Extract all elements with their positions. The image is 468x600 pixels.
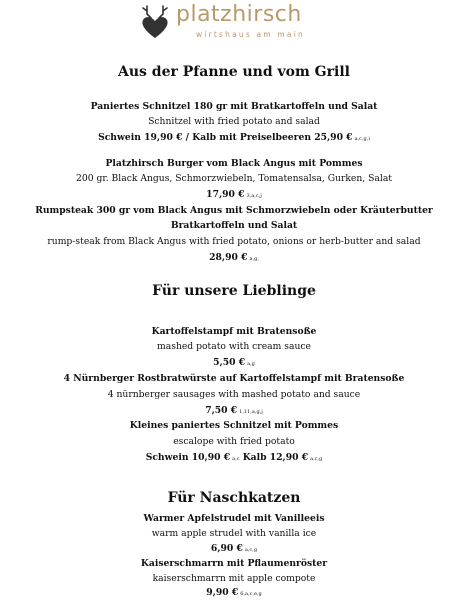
item-name: Rumpsteak 300 gr vom Black Angus mit Schmorzwiebeln oder Kräuterbutter xyxy=(35,205,433,216)
item-desc: Schnitzel with fried potato and salad xyxy=(148,116,320,127)
item-price: 28,90 € xyxy=(209,252,248,263)
section-title-kids: Für unsere Lieblinge xyxy=(152,283,316,299)
item-allergens: a,g xyxy=(247,361,255,367)
item-desc: kaiserschmarrn mit apple compote xyxy=(152,573,316,584)
item-allergens: a,c,g xyxy=(244,547,258,553)
item-price: 6,90 € xyxy=(210,543,243,554)
item-name: 4 Nürnberger Rostbratwürste auf Kartoffelstampf mit Bratensoße xyxy=(63,373,405,384)
item-price-line xyxy=(0,252,468,265)
item-price: Kalb 12,90 € xyxy=(242,452,309,463)
item-price: 17,90 € xyxy=(206,189,245,200)
item-allergens: a,c xyxy=(232,456,240,462)
item-price-line xyxy=(0,543,468,556)
logo xyxy=(138,2,338,42)
item-desc: escalope with fried potato xyxy=(173,436,295,447)
item-price-line xyxy=(0,189,468,202)
item-price: 5,50 € xyxy=(213,357,246,368)
item-allergens: 6,a,c,e,g xyxy=(240,591,262,597)
item-allergens: 3,a,c,j xyxy=(246,193,262,199)
deer-heart-icon xyxy=(138,2,172,40)
item-price: 7,50 € xyxy=(205,405,238,416)
item-allergens: 1,11,a,g,j xyxy=(239,409,263,415)
item-desc: 4 nürnberger sausages with mashed potato and sauce xyxy=(107,389,361,400)
item-desc: 200 gr. Black Angus, Schmorzwiebeln, Tomatensalsa, Gurken, Salat xyxy=(76,173,392,184)
section-title-grill: Aus der Pfanne und vom Grill xyxy=(118,64,350,80)
item-price-line xyxy=(0,405,468,418)
item-price: 9,90 € xyxy=(206,587,239,598)
item-name-cont: Bratkartoffeln und Salat xyxy=(170,220,298,231)
item-allergens: a,c,g,i xyxy=(354,136,370,142)
item-allergens: a,g, xyxy=(249,256,259,262)
item-price-line xyxy=(0,357,468,370)
item-name: Warmer Apfelstrudel mit Vanilleeis xyxy=(143,513,325,524)
item-desc: rump-steak from Black Angus with fried potato, onions or herb-butter and salad xyxy=(47,236,421,247)
item-price-line xyxy=(0,587,468,600)
section-title-dessert: Für Naschkatzen xyxy=(167,490,301,506)
item-desc: warm apple strudel with vanilla ice xyxy=(151,528,317,539)
logo-wordmark: platzhirsch xyxy=(176,2,302,27)
item-name: Kleines paniertes Schnitzel mit Pommes xyxy=(129,420,339,431)
item-name: Kaiserschmarrn mit Pflaumenröster xyxy=(140,558,328,569)
item-desc: mashed potato with cream sauce xyxy=(157,341,311,352)
item-price-line xyxy=(0,132,468,145)
item-name: Kartoffelstampf mit Bratensoße xyxy=(151,326,317,337)
item-price-line xyxy=(0,452,468,465)
item-price: Schwein 10,90 € xyxy=(145,452,231,463)
item-name: Paniertes Schnitzel 180 gr mit Bratkartoffeln und Salat xyxy=(90,101,378,112)
logo-tagline: wirtshaus am main xyxy=(196,30,305,39)
item-allergens: a,c,g xyxy=(310,456,323,462)
item-name: Platzhirsch Burger vom Black Angus mit Pommes xyxy=(105,158,363,169)
item-price: Schwein 19,90 € / Kalb mit Preiselbeeren 25,90 € xyxy=(98,132,353,143)
